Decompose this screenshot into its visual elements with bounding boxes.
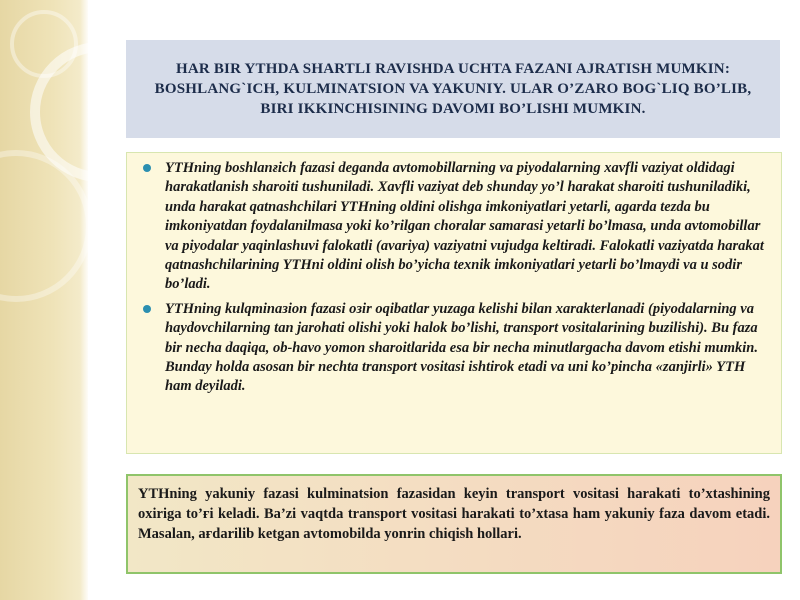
decorative-side-band: [0, 0, 88, 600]
phases-content-box: [126, 152, 782, 454]
bullet-dot-icon: [143, 164, 151, 172]
slide-title: HAR BIR YTHDA SHARTLI RAVISHDA UCHTA FAZANI AJRATISH MUMKIN: BOSHLANG`ICH, KULMINATSION VA YAKUNIY. ULAR O’ZARO BOG`LIQ BO’LIB, BIRI IKKINCHISINING DAVOMI BO’LISHI MUMKIN.: [154, 61, 752, 117]
slide-title-box: [126, 40, 780, 138]
bullet-dot-icon: [143, 305, 151, 313]
final-phase-text: YTHning yakuniy fazasi kulminatsion fazasidan keyin transport vositasi harakati to’xtashining oxiriga to’ғi keladi. Ba’zi vaqtda transport vositasi harakati to’xtasa ham yakuniy faza davom etadi. Masalan, ағdarilib ketgan avtomobilda yonrin chiqish hollari.: [138, 486, 770, 542]
bullet-text: YTHning boshlanғich fazasi deganda avtomobillarning va piyodalarning xavfli vaziyat oldidagi harakatlanish sharoiti tushuniladi. Xavfli vaziyat deb shunday yo’l harakat sharoiti tushuniladiki, unda harakat qatnashchilari YTHning oldini olishga imkoniyatlari yetarli, agarda tezda bu imkoniyatdan foydalanilmasa yoki ko’rilgan choralar samarasi yetarli bo’lmasa, unda avtomobillar va piyodalar yaqinlashuvi falokatli (avariya) vaziyatni vujudga keltiradi. Falokatli vaziyatda harakat qatnashchilarining YTHni oldini olish bo’yicha texnik imkoniyatlari yetarli bo’lmaydi va u sodir bo’ladi.: [165, 160, 764, 293]
bullet-item-initial-phase: [143, 159, 767, 295]
bullet-text: YTHning kulqminaзion fazasi oзir oqibatlar yuzaga kelishi bilan xarakterlanadi (piyodalarning va haydovchilarning tan jarohati olishi yoki halok bo’lishi, transport vositalarining buzilishi). Bu faza bir necha daqiqa, ob-havo yomon sharoitlarida esa bir necha minutlargacha davom etishi mumkin. Bunday holda asosan bir nechta transport vositasi ishtirok etadi va uni ko’pincha «zanjirli» YTH ham deyiladi.: [165, 300, 758, 395]
final-phase-box: [126, 474, 782, 574]
bullet-item-culmination-phase: [143, 300, 767, 397]
